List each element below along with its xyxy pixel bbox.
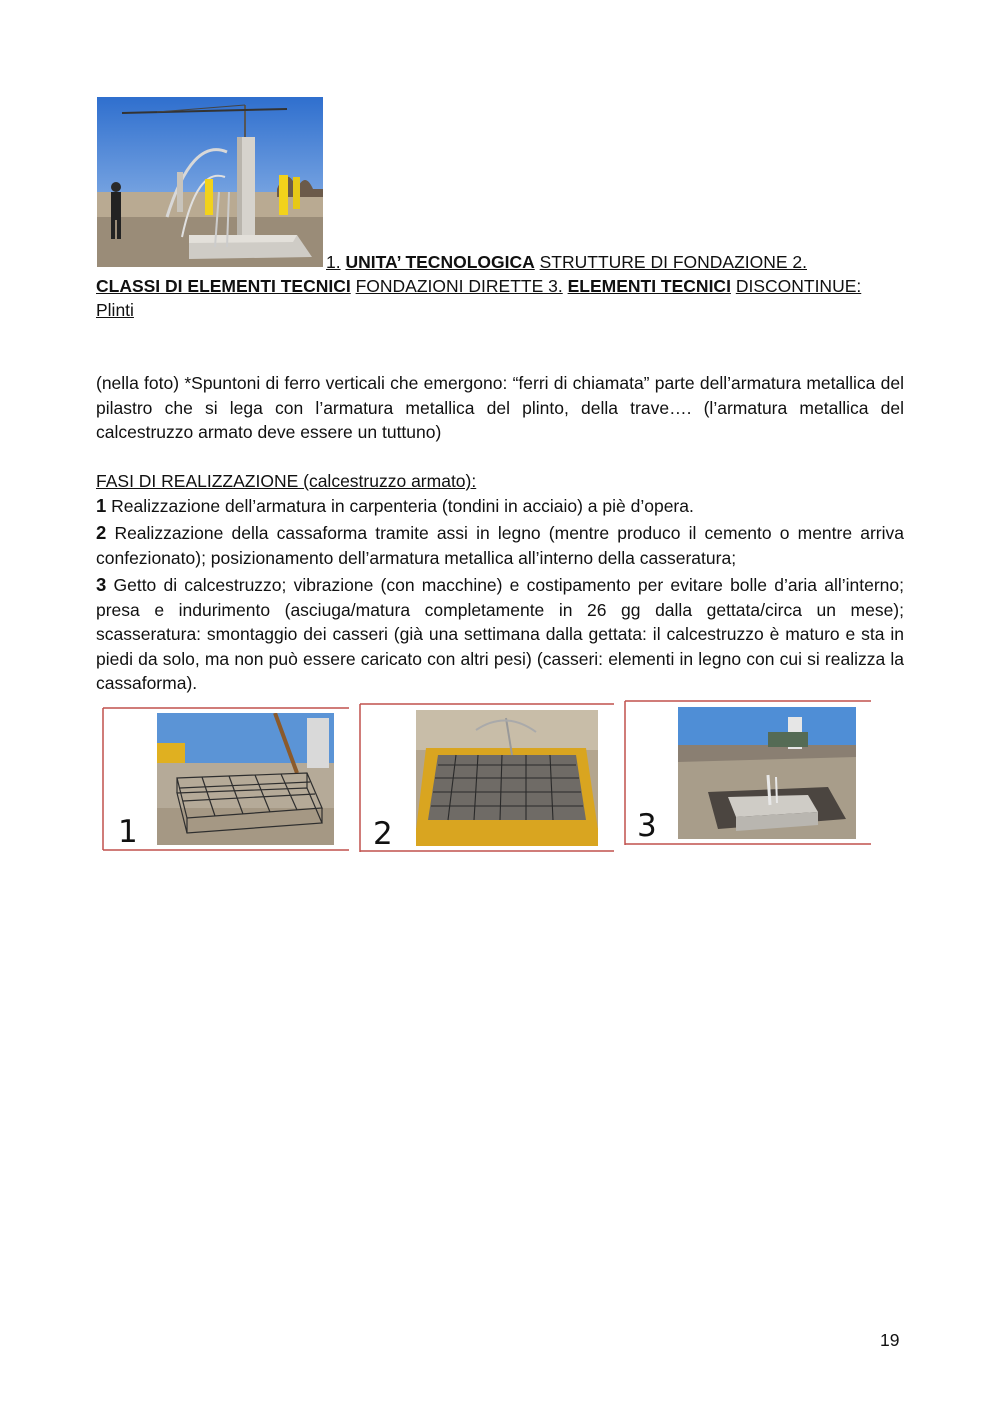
fasi-title: FASI DI REALIZZAZIONE (calcestruzzo armato): xyxy=(96,471,477,491)
heading-text-plinti: Plinti xyxy=(96,300,134,320)
heading-text-strutture: STRUTTURE DI FONDAZIONE 2. xyxy=(539,252,807,272)
step-text: Realizzazione dell’armatura in carpenteria (tondini in acciaio) a piè d’opera. xyxy=(111,496,694,516)
step-2 xyxy=(96,521,904,570)
step-number: 1 xyxy=(96,495,107,516)
page-number: 19 xyxy=(880,1330,900,1350)
heading-label-elementi: ELEMENTI TECNICI xyxy=(567,276,731,296)
heading-label-unita-tecnologica: UNITA’ TECNOLOGICA xyxy=(345,252,535,272)
step-number: 2 xyxy=(96,522,107,543)
section-heading xyxy=(96,250,904,322)
top-photo-construction-site xyxy=(97,97,323,267)
heading-label-classi: CLASSI DI ELEMENTI TECNICI xyxy=(96,276,351,296)
step-image-2 xyxy=(359,703,615,853)
step-number: 3 xyxy=(96,574,107,595)
step-image-2-label: 2 xyxy=(373,816,393,852)
step-image-1-label: 1 xyxy=(118,814,138,850)
step-image-3 xyxy=(624,700,872,846)
intro-paragraph: (nella foto) *Spuntoni di ferro verticali che emergono: “ferri di chiamata” parte dell’armatura metallica del pilastro che si lega con l’armatura metallica del plinto, della trave…. (l’armatura metallica del calcestruzzo armato deve essere un tuttuno) xyxy=(96,373,904,442)
step-image-3-label: 3 xyxy=(637,808,657,844)
formwork-photo xyxy=(416,710,598,846)
rebar-cage-photo xyxy=(157,713,334,845)
step-1 xyxy=(96,494,904,519)
step-text: Getto di calcestruzzo; vibrazione (con macchine) e costipamento per evitare bolle d’aria all’interno; presa e indurimento (asciuga/matura completamente in 26 gg dalla gettata/circa un mese); scasseratura: smontaggio dei casseri (già una settimana dalla gettata: il calcestruzzo è maturo e sta in piedi da solo, ma non può essere caricato con altri pesi) (casseri: elementi in legno con cui si realizza la cassaforma). xyxy=(96,575,904,693)
heading-text-fondazioni: FONDAZIONI DIRETTE 3. xyxy=(355,276,563,296)
finished-plinth-photo xyxy=(678,707,856,839)
step-image-1 xyxy=(102,707,350,851)
heading-number-1: 1. xyxy=(326,252,341,272)
step-text: Realizzazione della cassaforma tramite assi in legno (mentre produco il cemento o mentre arriva confezionato); posizionamento dell’armatura metallica all’interno della casseratura; xyxy=(96,523,904,568)
step-3 xyxy=(96,573,904,696)
heading-text-discontinue: DISCONTINUE: xyxy=(735,276,862,296)
